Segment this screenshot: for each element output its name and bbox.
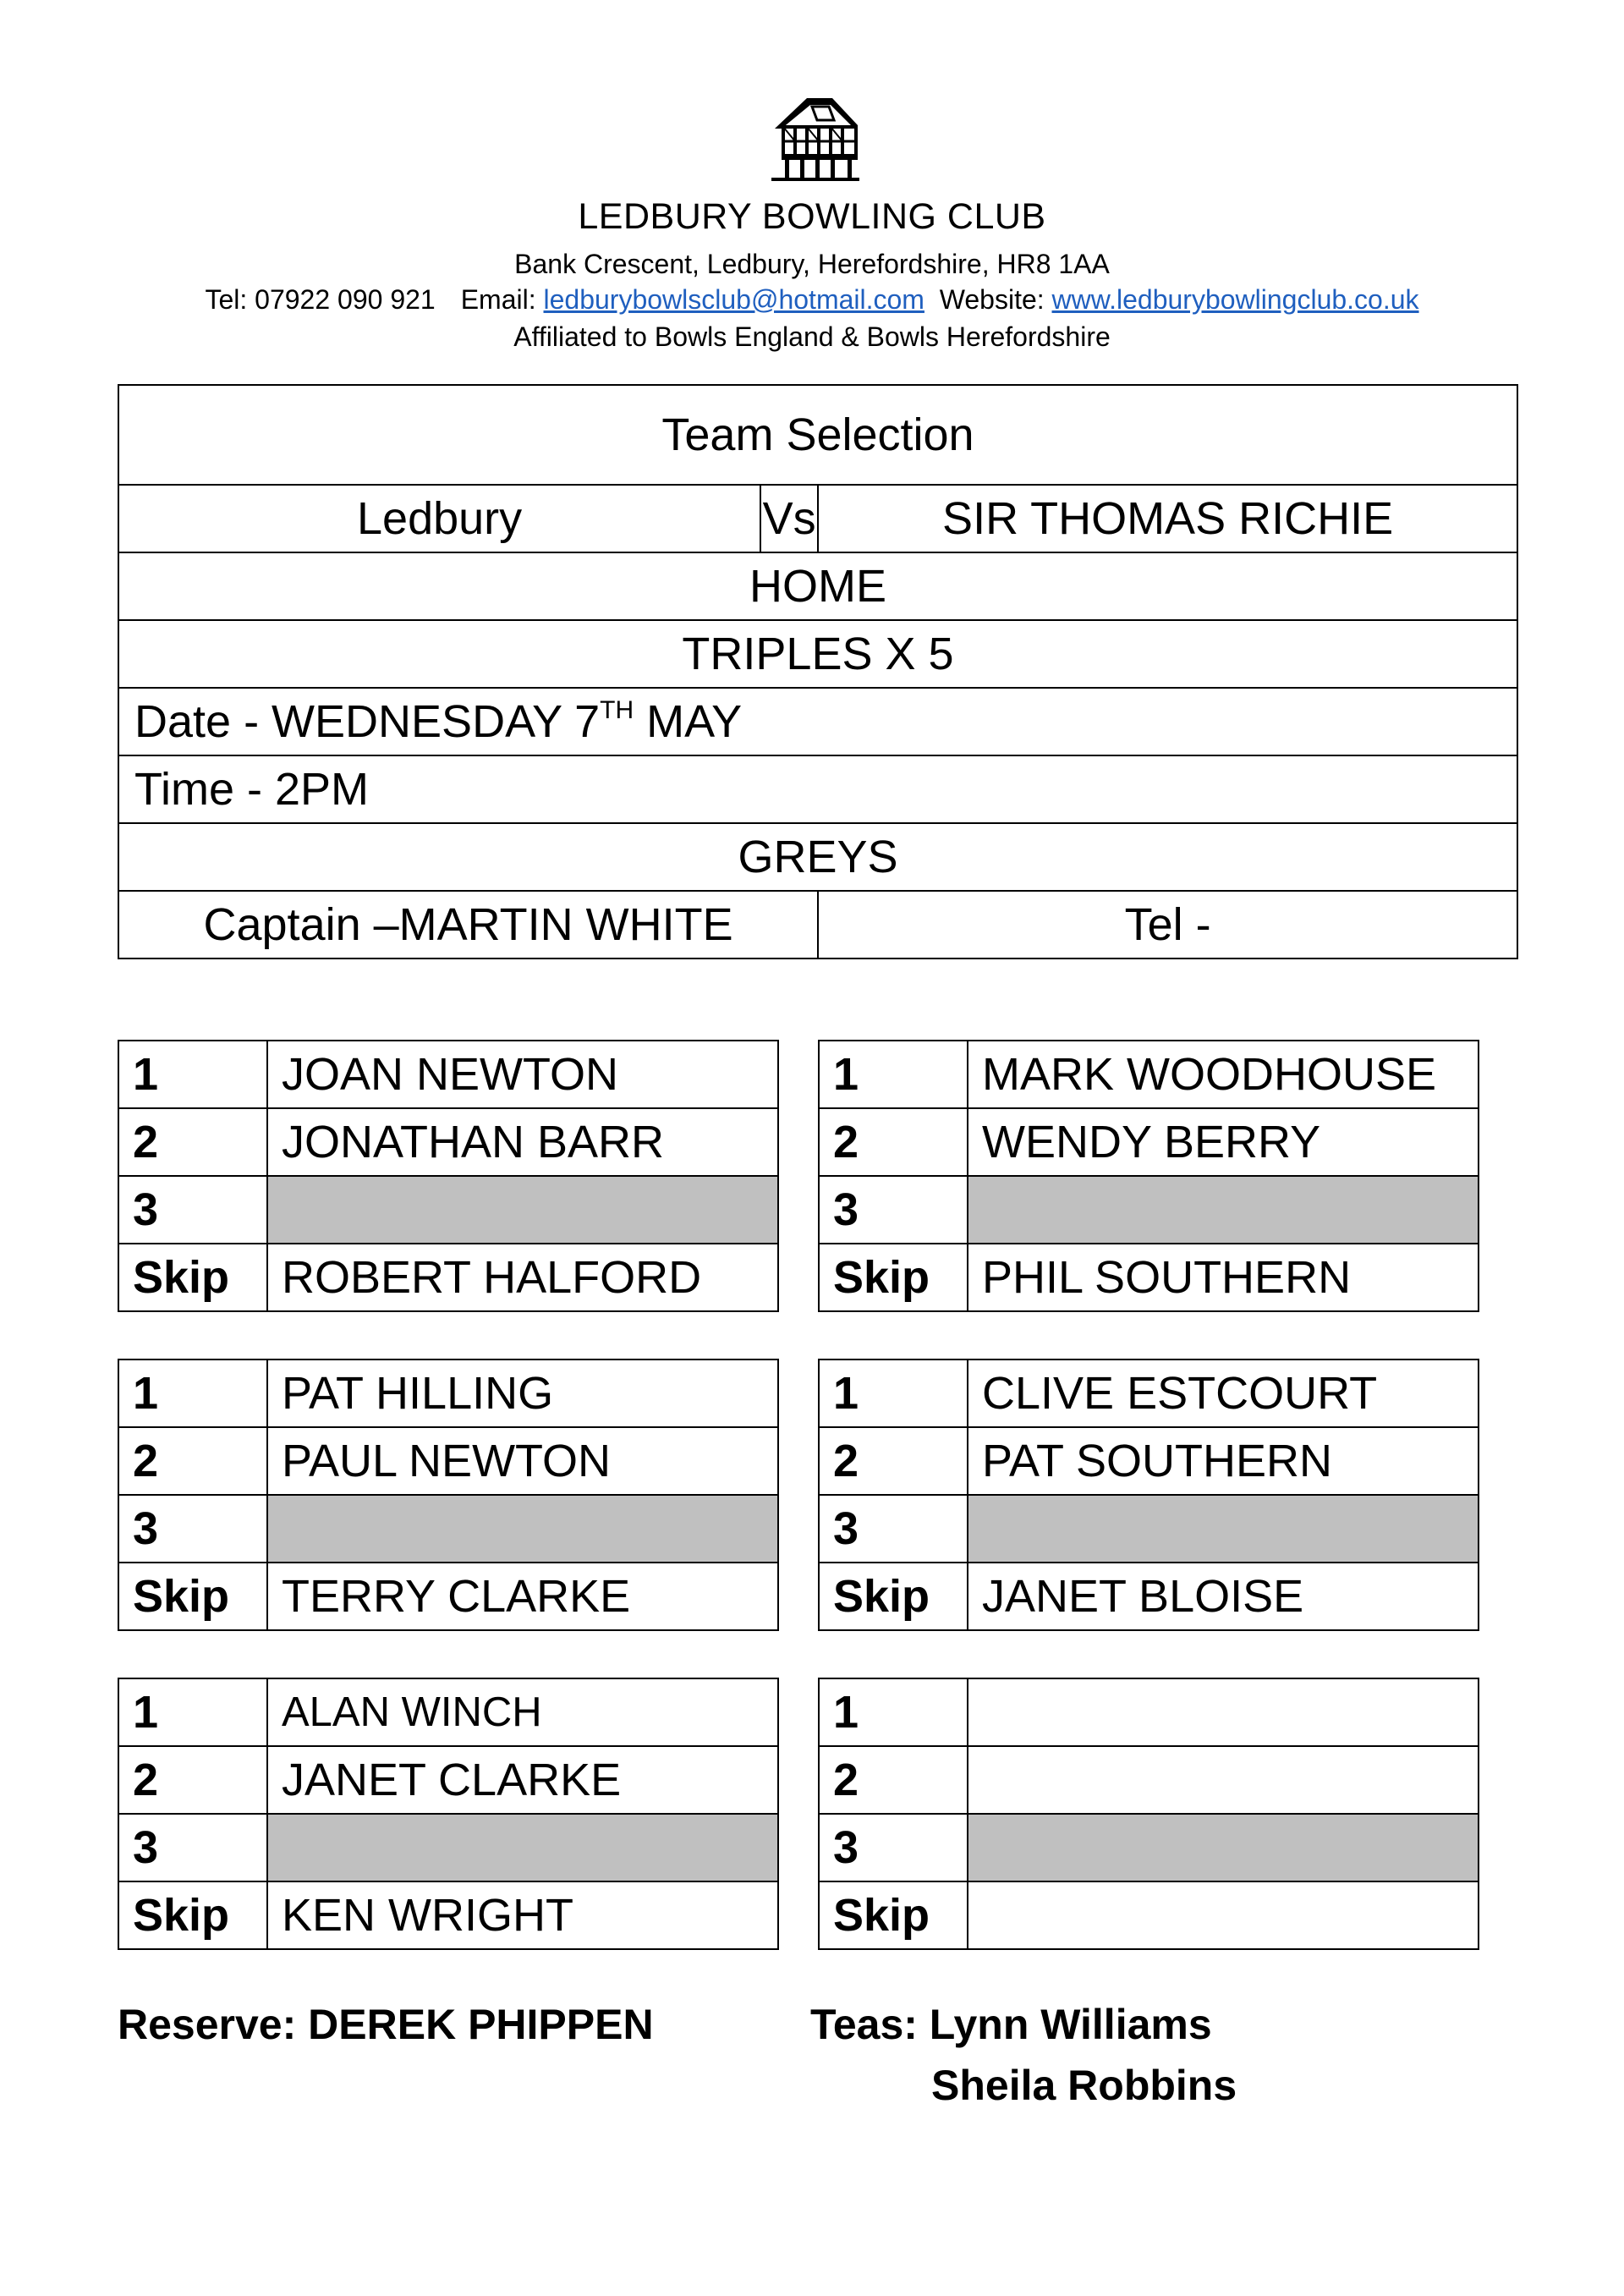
website-link[interactable]: www.ledburybowlingclub.co.uk: [1051, 284, 1419, 315]
player-name: [968, 1881, 1479, 1949]
position-label: 1: [819, 1359, 968, 1427]
position-label: Skip: [819, 1881, 968, 1949]
player-name: JANET BLOISE: [968, 1563, 1479, 1630]
email-label: Email:: [460, 284, 536, 315]
position-label: Skip: [118, 1244, 267, 1311]
website-label: Website:: [939, 284, 1045, 315]
player-name: TERRY CLARKE: [267, 1563, 778, 1630]
rink-table-4: [818, 1359, 1479, 1631]
player-name: ALAN WINCH: [267, 1678, 778, 1746]
match-time: Time - 2PM: [118, 755, 1517, 823]
dress-code: GREYS: [118, 823, 1517, 891]
position-label: 2: [819, 1427, 968, 1495]
date-ordinal: TH: [600, 696, 634, 724]
selection-title: Team Selection: [118, 385, 1517, 485]
position-label: 3: [118, 1495, 267, 1563]
position-label: 2: [819, 1108, 968, 1176]
captain: Captain –MARTIN WHITE: [118, 891, 818, 958]
rink-table-6: [818, 1678, 1479, 1950]
reserve: Reserve: DEREK PHIPPEN: [118, 2001, 654, 2048]
player-name: PAUL NEWTON: [267, 1427, 778, 1495]
match-format: TRIPLES X 5: [118, 620, 1517, 688]
player-name: [267, 1814, 778, 1881]
player-name: PAT SOUTHERN: [968, 1427, 1479, 1495]
position-label: 3: [819, 1176, 968, 1244]
rink-table-1: [118, 1040, 779, 1312]
teas-second: Sheila Robbins: [931, 2062, 1237, 2109]
player-name: CLIVE ESTCOURT: [968, 1359, 1479, 1427]
position-label: Skip: [819, 1563, 968, 1630]
position-label: 2: [118, 1108, 267, 1176]
position-label: Skip: [118, 1563, 267, 1630]
player-name: [968, 1678, 1479, 1746]
player-name: JOAN NEWTON: [267, 1041, 778, 1108]
date-month: MAY: [634, 696, 743, 747]
position-label: 2: [819, 1746, 968, 1814]
player-name: [267, 1495, 778, 1563]
rink-table-3: [118, 1359, 779, 1631]
affiliation: Affiliated to Bowls England & Bowls Herefordshire: [513, 321, 1111, 352]
player-name: [968, 1495, 1479, 1563]
match-date: [118, 688, 1517, 755]
club-telephone: Tel: 07922 090 921: [205, 284, 436, 315]
club-name: LEDBURY BOWLING CLUB: [578, 196, 1046, 237]
date-text: Date - WEDNESDAY 7: [134, 696, 601, 747]
position-label: 2: [118, 1746, 267, 1814]
position-label: Skip: [118, 1881, 267, 1949]
position-label: 3: [118, 1176, 267, 1244]
position-label: 1: [118, 1359, 267, 1427]
position-label: 3: [819, 1814, 968, 1881]
opponent-team: SIR THOMAS RICHIE: [818, 485, 1517, 552]
player-name: JONATHAN BARR: [267, 1108, 778, 1176]
player-name: ROBERT HALFORD: [267, 1244, 778, 1311]
player-name: KEN WRIGHT: [267, 1881, 778, 1949]
position-label: 1: [118, 1041, 267, 1108]
position-label: 3: [118, 1814, 267, 1881]
team-selection-table: [118, 384, 1518, 959]
player-name: PHIL SOUTHERN: [968, 1244, 1479, 1311]
position-label: 2: [118, 1427, 267, 1495]
position-label: 1: [819, 1041, 968, 1108]
rink-table-2: [818, 1040, 1479, 1312]
player-name: [968, 1746, 1479, 1814]
email-link[interactable]: ledburybowlsclub@hotmail.com: [543, 284, 924, 315]
player-name: JANET CLARKE: [267, 1746, 778, 1814]
rink-table-5: [118, 1678, 779, 1950]
position-label: 1: [819, 1678, 968, 1746]
vs-label: Vs: [760, 485, 818, 552]
position-label: Skip: [819, 1244, 968, 1311]
market-house-logo: [766, 95, 864, 183]
player-name: PAT HILLING: [267, 1359, 778, 1427]
teas-first: Teas: Lynn Williams: [810, 2001, 1212, 2048]
player-name: [267, 1176, 778, 1244]
captain-tel: Tel -: [818, 891, 1517, 958]
player-name: [968, 1176, 1479, 1244]
player-name: WENDY BERRY: [968, 1108, 1479, 1176]
home-team: Ledbury: [118, 485, 760, 552]
contact-line: [0, 284, 1624, 316]
player-name: MARK WOODHOUSE: [968, 1041, 1479, 1108]
position-label: 1: [118, 1678, 267, 1746]
player-name: [968, 1814, 1479, 1881]
venue: HOME: [118, 552, 1517, 620]
club-address: Bank Crescent, Ledbury, Herefordshire, HR8 1AA: [514, 249, 1110, 279]
position-label: 3: [819, 1495, 968, 1563]
